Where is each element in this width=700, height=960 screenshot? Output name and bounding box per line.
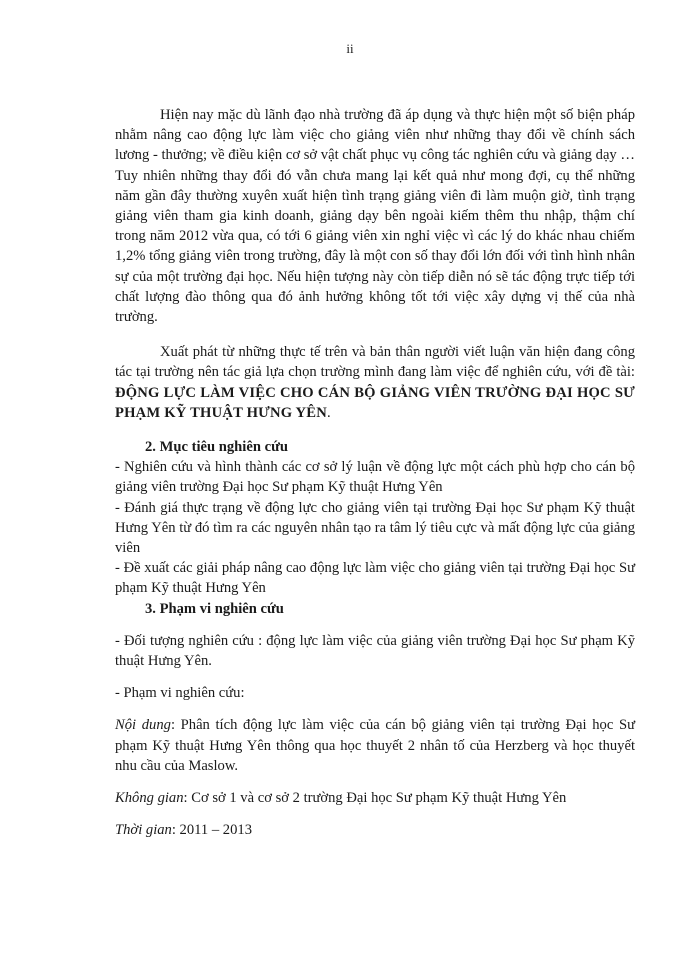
objective-item: - Đề xuất các giải pháp nâng cao động lực làm việc cho giảng viên tại trường Đại học Sư phạm Kỹ thuật Hưng Yên (115, 560, 635, 597)
objective-item: - Đánh giá thực trạng về động lực cho giảng viên tại trường Đại học Sư phạm Kỹ thuật Hưng Yên từ đó tìm ra các nguyên nhân tạo ra tâm lý tiêu cực và mất động lực của giảng viên (115, 499, 635, 557)
paragraph-topic (115, 342, 635, 423)
scope-time (115, 820, 635, 840)
scope-space-label: Không gian (115, 790, 184, 807)
scope-content-label: Nội dung (115, 717, 171, 734)
thesis-title: ĐỘNG LỰC LÀM VIỆC CHO CÁN BỘ GIẢNG VIÊN TRƯỜNG ĐẠI HỌC SƯ PHẠM KỸ THUẬT HƯNG YÊN (115, 384, 635, 421)
scope-space-text: : Cơ sở 1 và cơ sở 2 trường Đại học Sư phạm Kỹ thuật Hưng Yên (183, 790, 567, 807)
scope-content-text: : Phân tích động lực làm việc của cán bộ giảng viên tại trường Đại học Sư phạm Kỹ thuật Hưng Yên thông qua học thuyết 2 nhân tố của Herzberg và học thuyết nhu cầu của Maslow. (115, 717, 635, 774)
page-number: ii (346, 41, 354, 56)
paragraph-topic-lead: Xuất phát từ những thực tế trên và bản thân người viết luận văn hiện đang công tác tại trường nên tác giả lựa chọn trường mình đang làm việc để nghiên cứu, với đề tài: (115, 344, 635, 381)
paragraph-intro: Hiện nay mặc dù lãnh đạo nhà trường đã áp dụng và thực hiện một số biện pháp nhằm nâng cao động lực làm việc cho giảng viên như những thay đổi về chính sách lương - thưởng; về điều kiện cơ sở vật chất phục vụ công tác nghiên cứu và giảng dạy … Tuy nhiên những thay đổi đó vẫn chưa mang lại kết quả như mong đợi, cụ thể những năm gần đây thường xuyên xuất hiện tình trạng giảng viên đi làm muộn giờ, tình trạng giảng viên tham gia kinh doanh, giảng dạy bên ngoài kiếm thêm thu nhập, thậm chí trong năm 2012 vừa qua, có tới 6 giảng viên xin nghỉ việc vì các lý do khác nhau chiếm 1,2% tổng giảng viên trong trường, đây là một con số thay đổi lớn đối với tình hình nhân sự của một trường đại học. Nếu hiện tượng này còn tiếp diễn nó sẽ tác động trực tiếp tới chất lượng đào thông qua đó ảnh hưởng không tốt tới việc xây dựng vị thế của nhà trường. (115, 107, 635, 326)
scope-time-label: Thời gian (115, 822, 172, 839)
section-heading-scope: 3. Phạm vi nghiên cứu (145, 600, 284, 617)
objective-item: - Nghiên cứu và hình thành các cơ sở lý luận về động lực một cách phù hợp cho cán bộ giảng viên trường Đại học Sư phạm Kỹ thuật Hưng Yên (115, 459, 635, 496)
scope-time-text: : 2011 – 2013 (171, 822, 252, 839)
scope-content (115, 715, 635, 776)
research-scope-label: - Phạm vi nghiên cứu: (115, 685, 245, 702)
section-heading-objectives: 2. Mục tiêu nghiên cứu (145, 439, 288, 456)
research-object: - Đối tượng nghiên cứu : động lực làm việc của giảng viên trường Đại học Sư phạm Kỹ thuật Hưng Yên. (115, 632, 635, 670)
paragraph-topic-tail: . (326, 404, 331, 421)
document-body (115, 105, 635, 841)
scope-space (115, 788, 635, 808)
